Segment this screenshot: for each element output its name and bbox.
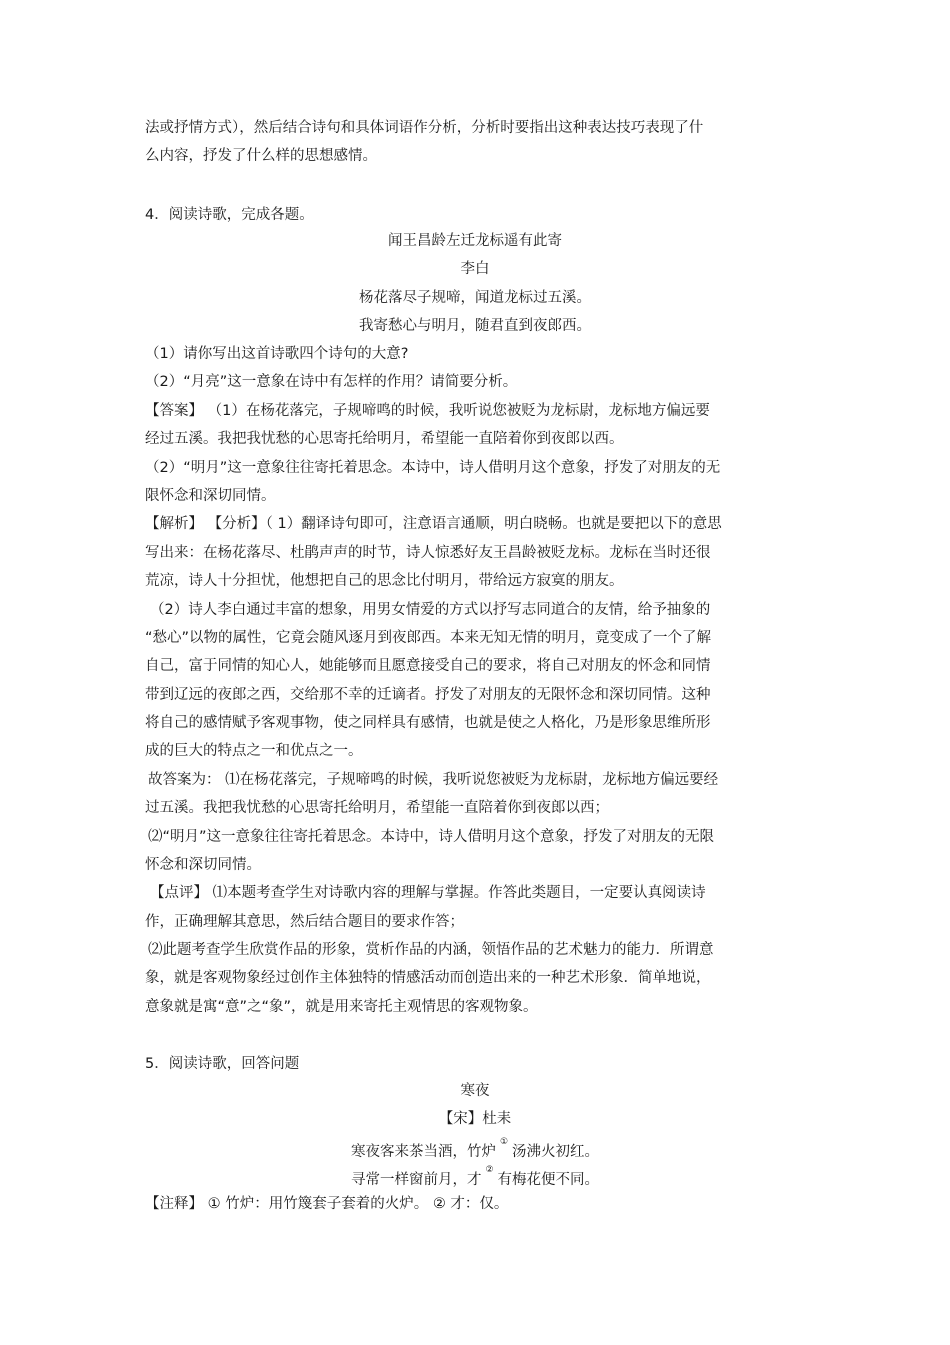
verse-text: 汤沸火初红。 [512, 1143, 600, 1160]
question-5-heading: 5．阅读诗歌，回答问题 [145, 1056, 300, 1072]
answer-line: 经过五溪。我把我忧愁的心思寄托给明月，希望能一直陪着你到夜郎以西。 [145, 431, 624, 447]
poem-verse: 杨花落尽子规啼，闻道龙标过五溪。 [359, 290, 591, 306]
final-answer-line: ⑵“明月”这一意象往往寄托着思念。本诗中，诗人借明月这个意象，抒发了对朋友的无限 [148, 829, 715, 845]
final-answer-line: 怀念和深切同情。 [145, 857, 261, 873]
footnote-marker: ① [499, 1137, 509, 1147]
footnote-marker: ② [485, 1165, 494, 1175]
poem-title: 寒夜 [460, 1083, 490, 1099]
poem-verse: 我寄愁心与明月，随君直到夜郎西。 [359, 318, 591, 334]
comment-line: 象，就是客观物象经过创作主体独特的情感活动而创造出来的一种艺术形象．简单地说， [145, 970, 711, 986]
verse-text: 寻常一样窗前月，才 [350, 1171, 482, 1188]
final-answer-line: 过五溪。我把我忧愁的心思寄托给明月，希望能一直陪着你到夜郎以西； [145, 800, 609, 816]
final-answer-line: 故答案为： ⑴在杨花落完，子规啼鸣的时候，我听说您被贬为龙标尉，龙标地方偏远要经 [148, 772, 719, 788]
verse-text: 寒夜客来茶当酒，竹炉 [350, 1143, 496, 1160]
answer-line: （2）“明月”这一意象往往寄托着思念。本诗中，诗人借明月这个意象，抒发了对朋友的无 [145, 460, 721, 476]
comment-line: 意象就是寓“意”之“象”，就是用来寄托主观情思的客观物象。 [145, 999, 538, 1015]
poem-title: 闻王昌龄左迁龙标遥有此寄 [388, 233, 562, 249]
comment-line: 【点评】 ⑴本题考查学生对诗歌内容的理解与掌握。作答此类题目，一定要认真阅读诗 [150, 885, 706, 901]
answer-line: 【答案】 （1）在杨花落完，子规啼鸣的时候，我听说您被贬为龙标尉，龙标地方偏远要 [145, 403, 710, 419]
analysis-line: （2）诗人李白通过丰富的想象，用男女情爱的方式以抒写志同道合的友情，给予抽象的 [150, 602, 711, 618]
poem-verse [0, 1138, 950, 1162]
analysis-line: “愁心”以物的属性，它竟会随风逐月到夜郎西。本来无知无情的明月，竟变成了一个了解 [145, 630, 712, 646]
analysis-line: 写出来：在杨花落尽、杜鹃声声的时节，诗人惊悉好友王昌龄被贬龙标。龙标在当时还很 [145, 545, 711, 561]
sub-question: （2）“月亮”这一意象在诗中有怎样的作用？请简要分析。 [145, 374, 518, 390]
analysis-line: 荒凉，诗人十分担忧，他想把自己的思念比付明月，带给远方寂寞的朋友。 [145, 573, 624, 589]
analysis-line: 自己，富于同情的知心人，她能够而且愿意接受自己的要求，将自己对朋友的怀念和同情 [145, 658, 711, 674]
analysis-line: 【解析】 【分析】（ 1）翻译诗句即可，注意语言通顺，明白晓畅。也就是要把以下的意思 [145, 516, 722, 532]
text-line: 法或抒情方式），然后结合诗句和具体词语作分析，分析时要指出这种表达技巧表现了什 [145, 120, 704, 136]
question-4-heading: 4．阅读诗歌，完成各题。 [145, 207, 314, 223]
answer-line: 限怀念和深切同情。 [145, 488, 276, 504]
analysis-line: 成的巨大的特点之一和优点之一。 [145, 743, 363, 759]
text-line: 么内容，抒发了什么样的思想感情。 [145, 148, 377, 164]
sub-question: （1）请你写出这首诗歌四个诗句的大意? [145, 346, 409, 362]
poem-author: 【宋】杜耒 [438, 1111, 512, 1127]
verse-text: 有梅花便不同。 [497, 1171, 600, 1188]
comment-line: ⑵此题考查学生欣赏作品的形象，赏析作品的内涵，领悟作品的艺术魅力的能力．所谓意 [148, 942, 714, 958]
analysis-line: 将自己的感情赋予客观事物，使之同样具有感情，也就是使之人格化，乃是形象思维所形 [145, 715, 711, 731]
poem-verse [0, 1166, 950, 1190]
annotation-note: 【注释】 ① 竹炉：用竹篾套子套着的火炉。 ② 才：仅。 [145, 1196, 509, 1212]
poem-author: 李白 [460, 261, 490, 277]
analysis-line: 带到辽远的夜郎之西，交给那不幸的迁谪者。抒发了对朋友的无限怀念和深切同情。这种 [145, 687, 711, 703]
comment-line: 作，正确理解其意思，然后结合题目的要求作答； [145, 914, 464, 930]
